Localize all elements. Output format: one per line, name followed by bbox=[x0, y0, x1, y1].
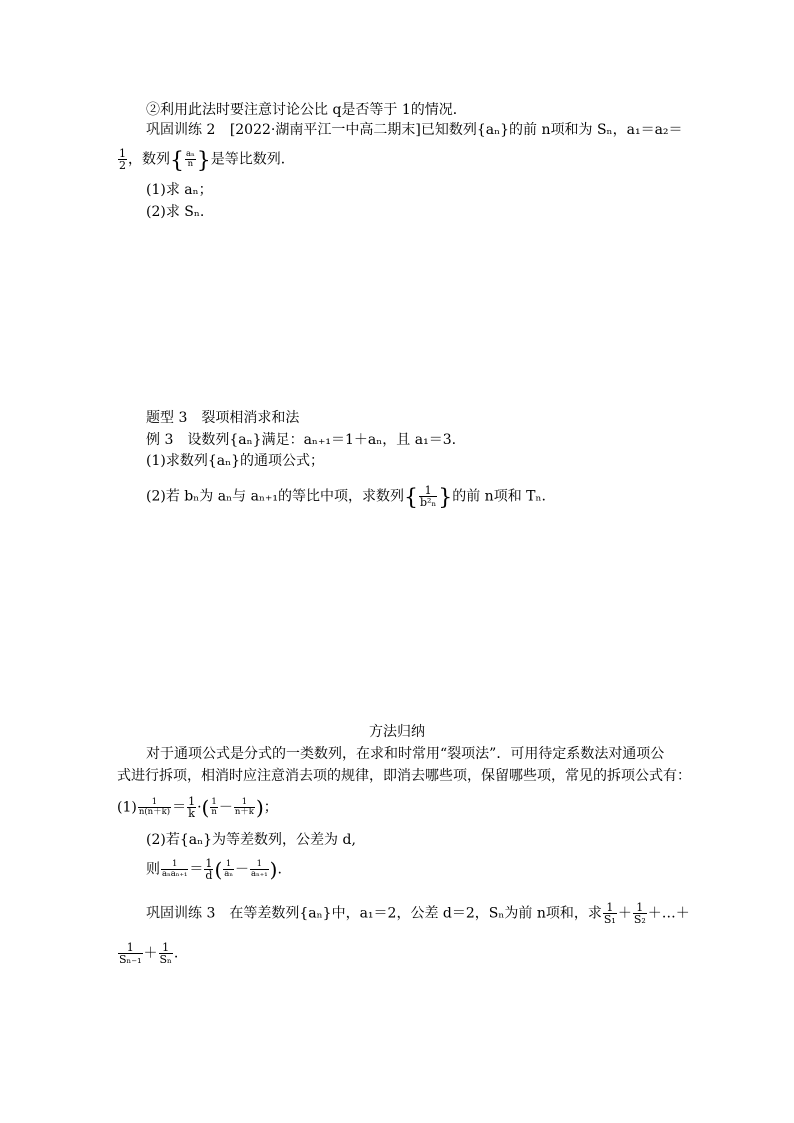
exercise-3-line1: 巩固训练 3 在等差数列{aₙ}中，a₁＝2，公差 d＝2，Sₙ为前 n项和，求 $\frac{1}{\text{S₁}}$ ＋ $\frac{1}{\text{S₂}}$ ＋…＋ bbox=[146, 901, 690, 926]
note-text: ②利用此法时要注意讨论公比 q是否等于 1的情况． bbox=[146, 102, 467, 118]
method-title: 方法归纳 bbox=[369, 724, 425, 740]
type-3-heading: 题型 3 裂项相消求和法 bbox=[146, 410, 300, 426]
fraction-1-over-nnk: $\frac{1}{n(n+k)}$ bbox=[138, 797, 171, 817]
exercise-2-label: 巩固训练 2 bbox=[146, 122, 216, 138]
fraction-1-over-n: $\frac{1}{n}$ bbox=[211, 797, 217, 817]
right-brace: } bbox=[196, 148, 211, 174]
fraction-one-over-bn-squared: $\frac{1}{\text{b²ₙ}}$ bbox=[420, 484, 437, 509]
left-paren: ( bbox=[201, 795, 210, 820]
fraction-1-over-an1: $\frac{1}{\text{aₙ₊₁}}$ bbox=[251, 859, 268, 879]
left-brace: { bbox=[170, 148, 184, 174]
fraction-1-over-k: $\frac{1}{k}$ bbox=[188, 795, 196, 820]
fraction-1-over-an-an1: 1 aₙaₙ₊₁ bbox=[162, 859, 188, 879]
example-3-q1: (1)求数列{aₙ}的通项公式； bbox=[146, 453, 325, 469]
right-paren: ) bbox=[269, 857, 278, 882]
formula-2: 则 1 aₙaₙ₊₁ ＝ $\frac{1}{d}$ ( $\frac{1}{\text{aₙ}}$ － $\frac{1}{\text{aₙ₊₁}}$ ). bbox=[146, 857, 282, 882]
fraction-1-over-s1: $\frac{1}{\text{S₁}}$ bbox=[603, 901, 616, 926]
fraction-1-over-s2: $\frac{1}{\text{S₂}}$ bbox=[633, 901, 646, 926]
fraction-one-half: $\frac{1}{2}$ bbox=[119, 147, 126, 172]
fraction-1-over-sn: $\frac{1}{\text{Sₙ}}$ bbox=[159, 941, 172, 966]
example-3-statement: 例 3 设数列{aₙ}满足：aₙ₊₁＝1＋aₙ，且 a₁＝3. bbox=[146, 432, 457, 448]
exercise-2-line1 bbox=[146, 120, 683, 140]
formula-2-condition: (2)若{aₙ}为等差数列，公差为 d, bbox=[146, 832, 356, 848]
fraction-1-over-sn-1: $\frac{1}{\text{Sₙ₋₁}}$ bbox=[119, 941, 142, 966]
fraction-1-over-an: $\frac{1}{\text{aₙ}}$ bbox=[224, 859, 233, 879]
left-brace: { bbox=[404, 485, 419, 511]
exercise-2-q2: (2)求 Sₙ. bbox=[146, 204, 205, 220]
exercise-2-q1: (1)求 aₙ； bbox=[146, 182, 213, 198]
note-paragraph bbox=[146, 100, 467, 120]
method-paragraph-line2: 式进行拆项，相消时应注意消去项的规律，即消去哪些项，保留哪些项，常见的拆项公式有： bbox=[117, 768, 691, 784]
right-brace: } bbox=[438, 485, 453, 511]
exercise-2-statement: 已知数列{aₙ}的前 n项和为 Sₙ，a₁＝a₂＝ bbox=[420, 122, 683, 138]
exercise-2-line2: $\frac{1}{2}$ ，数列{ $\frac{\text{aₙ}}{n}$ }是等比数列． bbox=[119, 147, 295, 174]
fraction-1-over-nk: $\frac{1}{n+k}$ bbox=[234, 797, 254, 817]
exercise-2-source: [2022·湖南平江一中高二期末] bbox=[229, 122, 421, 138]
right-paren: ) bbox=[255, 795, 264, 820]
left-paren: ( bbox=[214, 857, 223, 882]
exercise-3-line2: $\frac{1}{\text{Sₙ₋₁}}$ ＋ $\frac{1}{\text{Sₙ}}$ . bbox=[119, 941, 179, 966]
example-3-q2: (2)若 bₙ为 aₙ与 aₙ₊₁的等比中项，求数列{ $\frac{1}{\text{b²ₙ}}$ }的前 n项和 Tₙ. bbox=[146, 484, 546, 511]
fraction-1-over-d: $\frac{1}{d}$ bbox=[205, 857, 213, 882]
formula-1: (1) $\frac{1}{n(n+k)}$ ＝ $\frac{1}{k}$ ·( $\frac{1}{n}$ － $\frac{1}{n+k}$ )； bbox=[117, 795, 278, 820]
method-paragraph-line1: 对于通项公式是分式的一类数列，在求和时常用“裂项法”．可用待定系数法对通项公 bbox=[146, 746, 665, 762]
fraction-an-over-n: $\frac{\text{aₙ}}{n}$ bbox=[186, 149, 195, 169]
